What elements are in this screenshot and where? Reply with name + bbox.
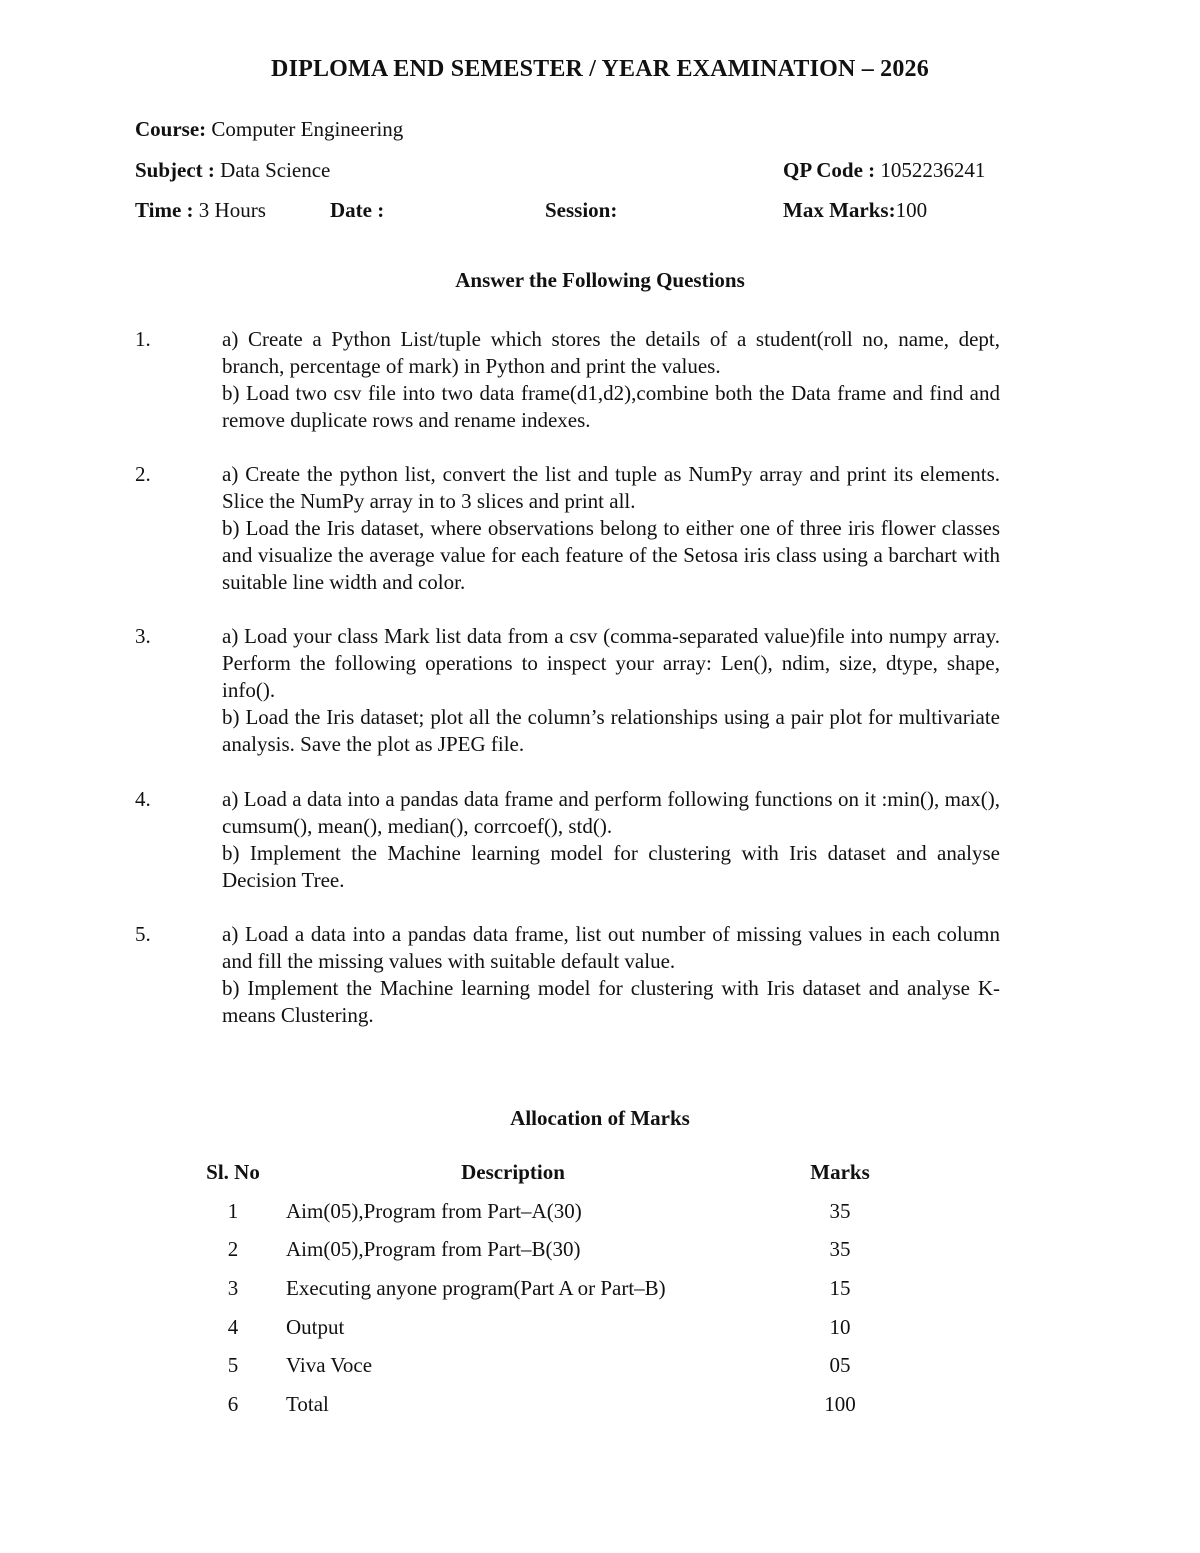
allocation-table bbox=[180, 1152, 940, 1424]
column-header-marks: Marks bbox=[810, 1159, 870, 1184]
subject-row bbox=[135, 158, 1035, 184]
question-part-b: b) Load the Iris dataset, where observations belong to either one of three iris flower classes and visualize the average value for each feature of the Setosa iris class using a barchart with suitable line width and color. bbox=[222, 516, 1000, 594]
sl-no-cell: 1 bbox=[227, 1198, 239, 1223]
question-number: 4. bbox=[135, 787, 151, 811]
marks-cell: 15 bbox=[829, 1275, 851, 1300]
time-label: Time : bbox=[135, 198, 194, 222]
marks-cell: 10 bbox=[829, 1314, 851, 1339]
question-body bbox=[222, 461, 1000, 596]
max-marks-label: Max Marks: bbox=[783, 198, 896, 222]
course-value: Computer Engineering bbox=[206, 117, 404, 141]
question-part-b: b) Implement the Machine learning model for clustering with Iris dataset and analyse K-means Clustering. bbox=[222, 976, 1000, 1027]
question-part-a: a) Load a data into a pandas data frame, list out number of missing values in each column and fill the missing values with suitable default value. bbox=[222, 922, 1000, 973]
sl-no-cell: 4 bbox=[227, 1314, 239, 1339]
table-row bbox=[180, 1346, 940, 1385]
table-header-row bbox=[180, 1152, 940, 1192]
sl-no-cell: 3 bbox=[227, 1275, 239, 1300]
sl-no-cell: 5 bbox=[227, 1353, 239, 1378]
question-part-a: a) Create the python list, convert the list and tuple as NumPy array and print its elements. Slice the NumPy array in to 3 slices and print all. bbox=[222, 462, 1000, 513]
marks-cell: 100 bbox=[824, 1391, 856, 1416]
table-row bbox=[180, 1308, 940, 1347]
column-header-description: Description bbox=[461, 1159, 565, 1184]
course-label: Course: bbox=[135, 117, 207, 141]
sl-no-cell: 2 bbox=[227, 1237, 239, 1262]
session-label: Session: bbox=[545, 198, 618, 222]
time-row bbox=[135, 198, 1035, 224]
description-cell: Executing anyone program(Part A or Part–B) bbox=[286, 1275, 666, 1300]
marks-cell: 35 bbox=[829, 1198, 851, 1223]
qp-code-value: 1052236241 bbox=[875, 158, 986, 182]
question-body bbox=[222, 326, 1000, 434]
description-cell: Viva Voce bbox=[286, 1353, 373, 1378]
table-row bbox=[180, 1385, 940, 1424]
question-part-a: a) Load your class Mark list data from a csv (comma-separated value)file into numpy array. Perform the following operations to inspect your array: Len(), ndim, size, dtype, shape, info(). bbox=[222, 624, 1000, 702]
max-marks-value: 100 bbox=[895, 198, 928, 222]
marks-cell: 35 bbox=[829, 1237, 851, 1262]
question-body bbox=[222, 921, 1000, 1029]
question-part-b: b) Load two csv file into two data frame(d1,d2),combine both the Data frame and find and remove duplicate rows and rename indexes. bbox=[222, 381, 1000, 432]
sl-no-cell: 6 bbox=[227, 1391, 239, 1416]
marks-cell: 05 bbox=[829, 1353, 851, 1378]
qp-code-label: QP Code : bbox=[783, 158, 876, 182]
questions-heading: Answer the Following Questions bbox=[455, 268, 745, 292]
description-cell: Aim(05),Program from Part–B(30) bbox=[286, 1237, 581, 1262]
question-number: 1. bbox=[135, 327, 151, 351]
question-number: 2. bbox=[135, 462, 151, 486]
question-part-a: a) Load a data into a pandas data frame and perform following functions on it :min(), max(), cumsum(), mean(), median(), corrcoef(), std(). bbox=[222, 787, 1000, 838]
table-row bbox=[180, 1192, 940, 1231]
table-row bbox=[180, 1269, 940, 1308]
table-row bbox=[180, 1231, 940, 1270]
description-cell: Output bbox=[286, 1314, 345, 1339]
description-cell: Total bbox=[286, 1391, 329, 1416]
exam-title: DIPLOMA END SEMESTER / YEAR EXAMINATION – 2026 bbox=[271, 56, 929, 82]
subject-value: Data Science bbox=[214, 158, 331, 182]
question-part-a: a) Create a Python List/tuple which stores the details of a student(roll no, name, dept, branch, percentage of mark) in Python and print the values. bbox=[222, 327, 1000, 378]
allocation-heading: Allocation of Marks bbox=[510, 1106, 690, 1130]
question-part-b: b) Load the Iris dataset; plot all the column’s relationships using a pair plot for multivariate analysis. Save the plot as JPEG file. bbox=[222, 705, 1000, 756]
question-body bbox=[222, 786, 1000, 894]
subject-label: Subject : bbox=[135, 158, 215, 182]
description-cell: Aim(05),Program from Part–A(30) bbox=[286, 1198, 582, 1223]
question-body bbox=[222, 623, 1000, 758]
question-number: 5. bbox=[135, 922, 151, 946]
question-number: 3. bbox=[135, 624, 151, 648]
course-row bbox=[135, 117, 403, 142]
column-header-sl-no: Sl. No bbox=[206, 1159, 260, 1184]
date-label: Date : bbox=[330, 198, 385, 222]
time-value: 3 Hours bbox=[193, 198, 266, 222]
question-part-b: b) Implement the Machine learning model for clustering with Iris dataset and analyse Decision Tree. bbox=[222, 841, 1000, 892]
